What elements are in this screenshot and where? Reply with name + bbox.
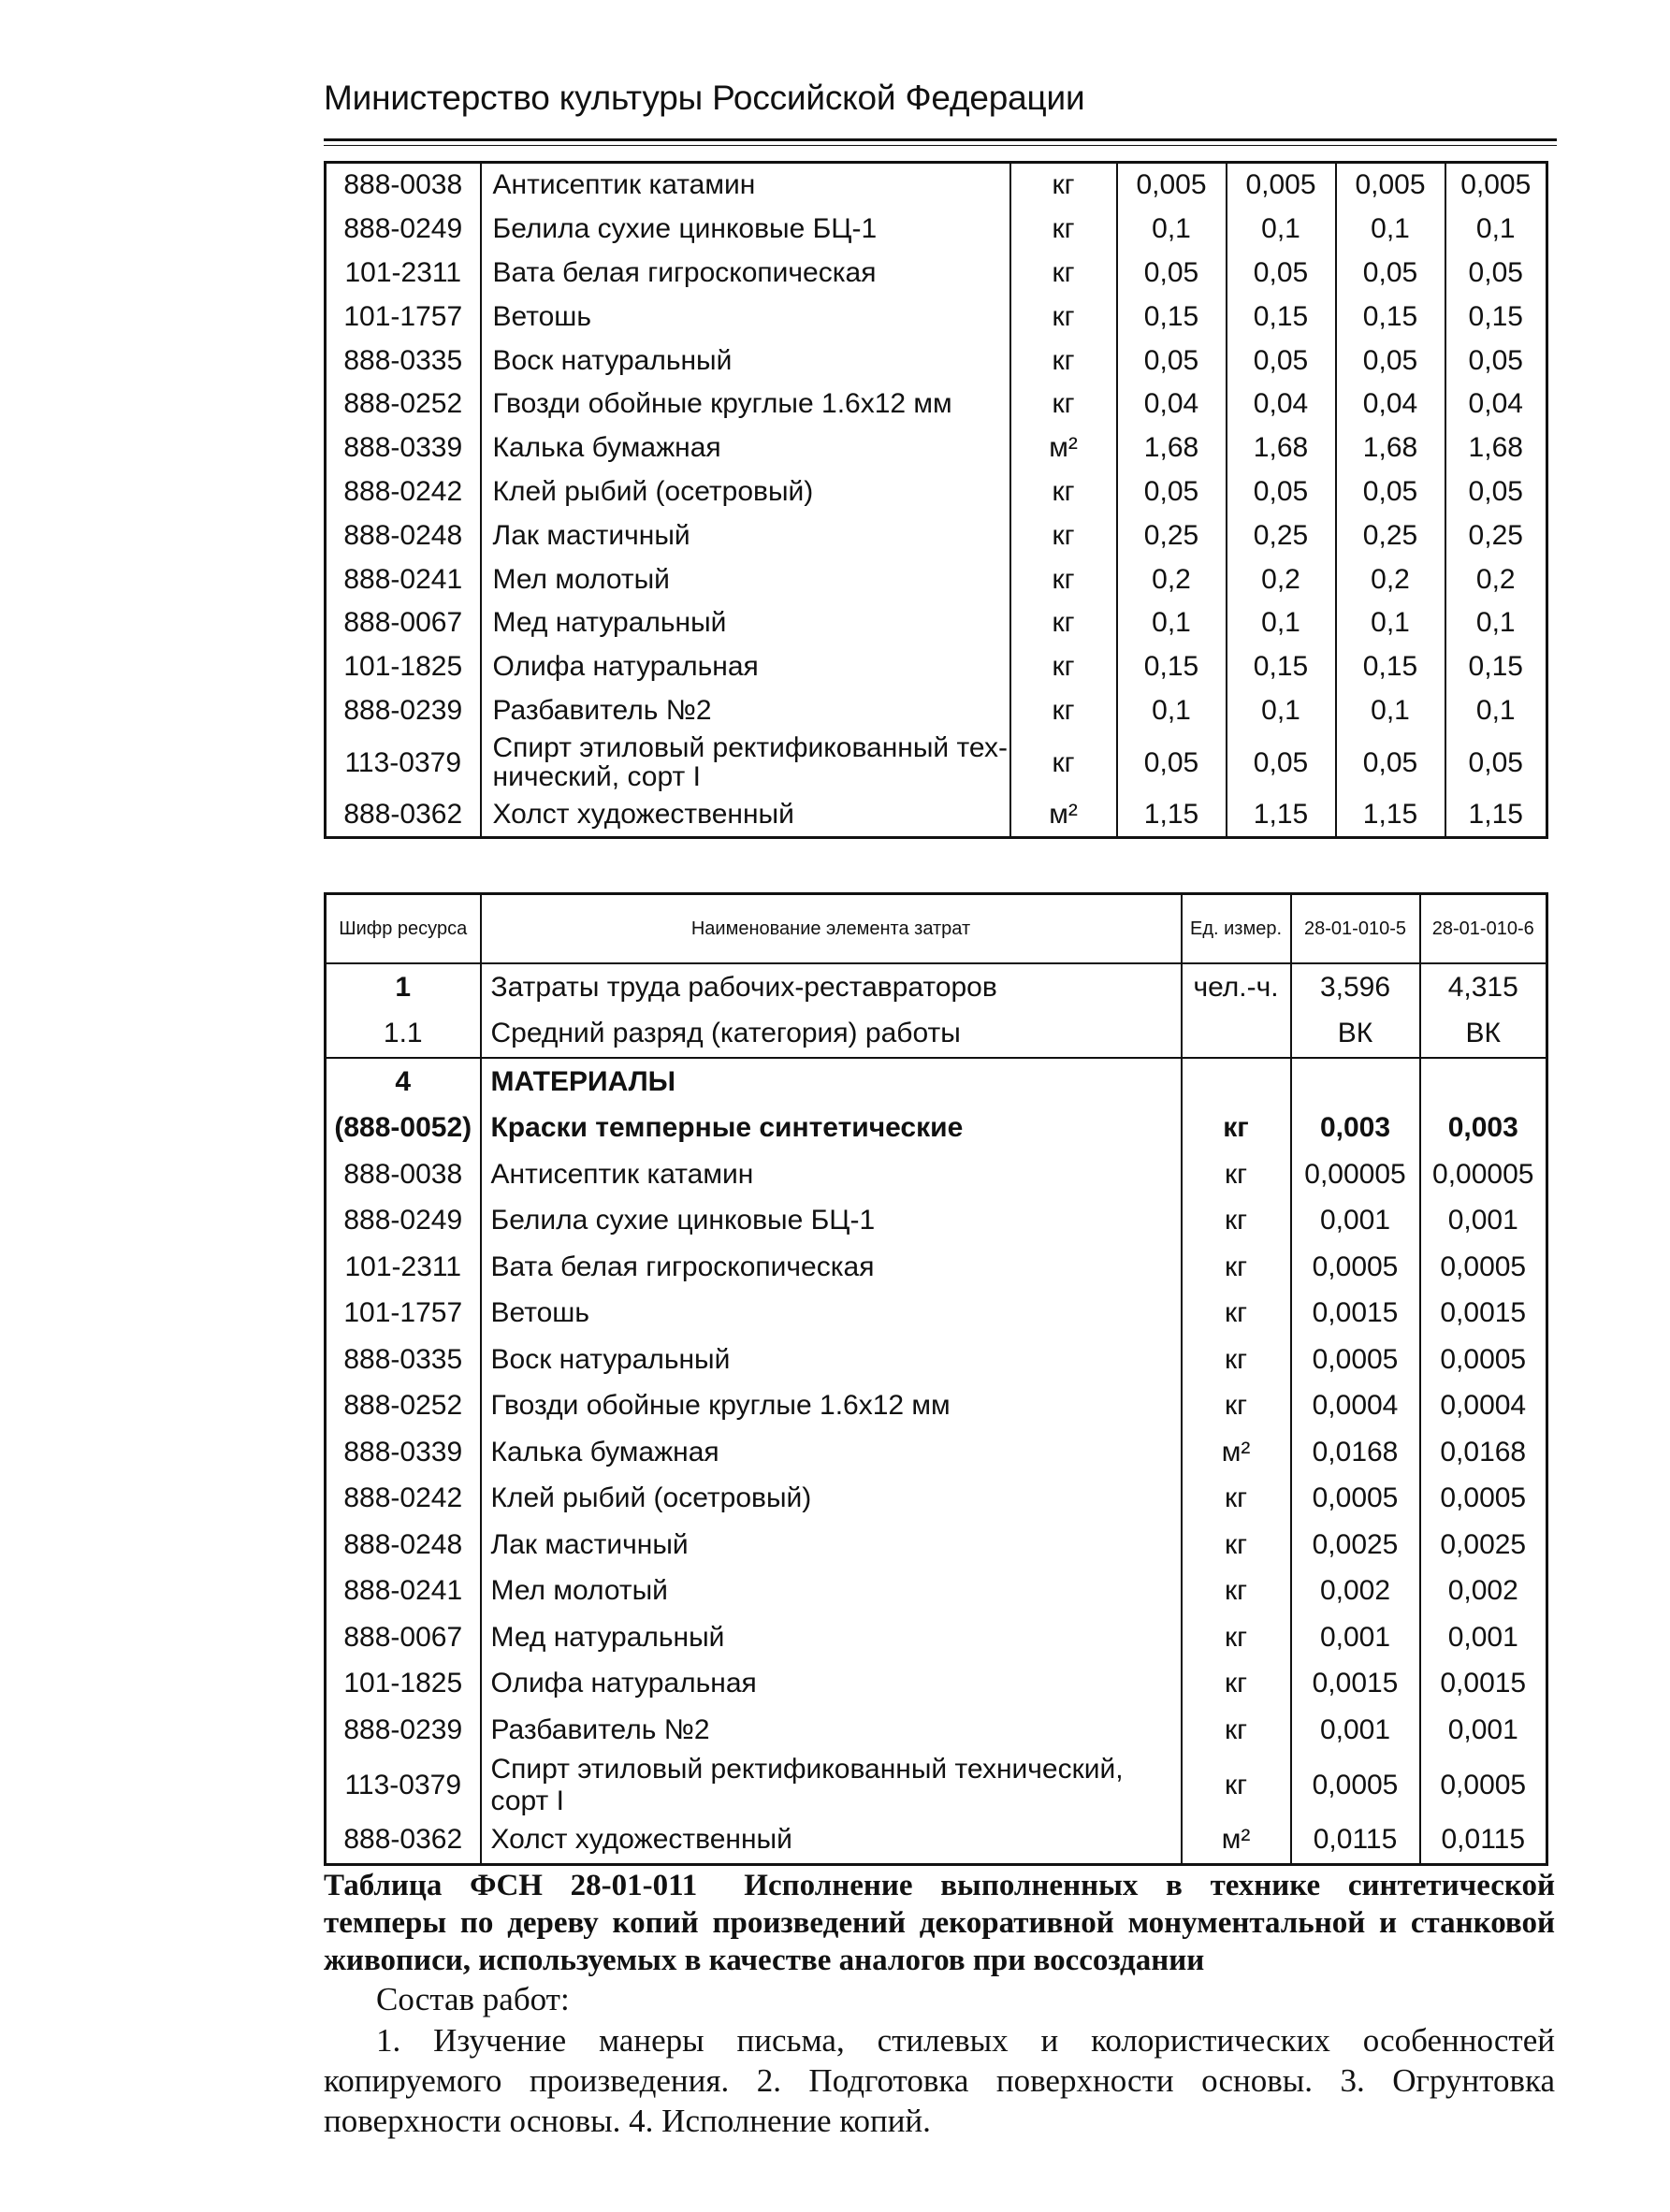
value-cell: 0,1 [1475,607,1516,639]
value-cell: 0,0005 [1291,1244,1420,1291]
unit-cell: м² [1010,792,1117,837]
unit-cell: м² [1182,1429,1291,1476]
resource-name: Разбавитель №2 [481,1707,1182,1754]
value-cell: 0,005 [1336,163,1445,208]
resource-code: 888-0252 [326,383,481,426]
resource-name: Лак мастичный [481,1522,1182,1569]
resource-code: 101-1825 [326,1661,481,1708]
resource-name: Мел молотый [481,1569,1182,1615]
value-cell: 1,68 [1336,426,1445,470]
resource-code: 888-0067 [326,601,481,645]
value-cell: 0,0015 [1291,1291,1420,1337]
resource-name: Лак мастичный [481,513,1010,557]
resource-code: 101-1757 [326,295,481,339]
table-row [326,295,1547,339]
value-cell: 0,15 [1336,645,1445,689]
value-cell: 0,0005 [1440,1251,1527,1282]
unit-cell: кг [1182,1151,1291,1198]
table-row [326,383,1547,426]
works-title: Состав работ: [376,1981,570,2017]
value-cell [1291,1058,1420,1106]
resource-name: Ветошь [481,1291,1182,1337]
table-row [326,792,1547,837]
value-cell: 0,05 [1468,344,1523,376]
unit-cell: кг [1182,1106,1291,1152]
resource-name: Вата белая гигроскопическая [481,1244,1182,1291]
value-cell: 0,0115 [1441,1824,1526,1856]
unit-cell: кг [1182,1754,1291,1817]
value-cell: 0,2 [1227,557,1336,601]
header-code: Шифр ресурса [326,894,481,964]
value-cell: 0,0025 [1440,1528,1527,1560]
resource-name: Антисептик катамин [481,1151,1182,1198]
unit-cell: кг [1182,1476,1291,1523]
resource-code: 101-1825 [326,645,481,689]
resource-code: 888-0067 [326,1614,481,1661]
value-cell: 0,25 [1117,513,1227,557]
value-cell: 0,0015 [1440,1668,1527,1699]
table-row [326,732,1547,792]
table-row [326,963,1547,1011]
resource-code: 888-0339 [326,1429,481,1476]
value-cell: 0,15 [1468,300,1523,332]
resource-code: 888-0248 [326,513,481,557]
unit-cell: кг [1010,383,1117,426]
resource-name: Калька бумажная [481,1429,1182,1476]
table-row [326,208,1547,252]
unit-cell: кг [1182,1291,1291,1337]
resource-name: Ветошь [481,295,1010,339]
value-cell: 0,05 [1336,339,1445,383]
resource-name: Калька бумажная [481,426,1010,470]
value-cell: 0,0004 [1291,1383,1420,1430]
unit-cell: кг [1182,1614,1291,1661]
value-cell: 0,002 [1291,1569,1420,1615]
table-row [326,557,1547,601]
resource-code: 1 [326,963,481,1011]
value-cell: ВК [1291,1011,1420,1059]
resource-name: Олифа натуральная [481,1661,1182,1708]
table-row [326,426,1547,470]
value-cell: 1,15 [1227,792,1336,837]
resource-name: Затраты труда рабочих-реставраторов [481,963,1182,1011]
value-cell: 0,0025 [1291,1522,1420,1569]
resource-name: Спирт этиловый ректификованный тех-нический, сорт I [481,732,1010,792]
table-row [326,1151,1547,1198]
table-row [326,1337,1547,1383]
value-cell: 0,05 [1227,470,1336,514]
table-row [326,601,1547,645]
value-cell: 0,1 [1336,208,1445,252]
resource-code: 888-0335 [326,339,481,383]
resource-name: МАТЕРИАЛЫ [481,1058,1182,1106]
table-row [326,513,1547,557]
value-cell: 1,68 [1117,426,1227,470]
value-cell: 0,2 [1117,557,1227,601]
table-row [326,252,1547,296]
value-cell: 0,04 [1117,383,1227,426]
unit-cell: кг [1182,1661,1291,1708]
unit-cell: кг [1010,645,1117,689]
resource-code: 888-0241 [326,1569,481,1615]
unit-cell: кг [1010,339,1117,383]
value-cell: 0,1 [1117,208,1227,252]
value-cell: 0,0005 [1440,1343,1527,1375]
header-col-28-01-010-5: 28-01-010-5 [1291,894,1420,964]
resource-code: (888-0052) [326,1106,481,1152]
value-cell: 0,04 [1336,383,1445,426]
value-cell: 0,00005 [1432,1158,1534,1190]
resource-code: 888-0249 [326,208,481,252]
unit-cell: кг [1010,163,1117,208]
value-cell [1420,1058,1547,1106]
resource-code: 101-2311 [326,252,481,296]
value-cell: 0,04 [1468,388,1523,420]
resource-name: Клей рыбий (осетровый) [481,470,1010,514]
value-cell: 4,315 [1447,971,1518,1003]
value-cell: 0,05 [1117,470,1227,514]
resource-code: 888-0362 [326,1817,481,1865]
value-cell: 0,0005 [1291,1337,1420,1383]
table-row [326,1661,1547,1708]
table-row [326,1522,1547,1569]
resource-code: 888-0252 [326,1383,481,1430]
value-cell: 0,005 [1117,163,1227,208]
resource-name: Мед натуральный [481,601,1010,645]
unit-cell: м² [1010,426,1117,470]
table-row [326,1429,1547,1476]
value-cell: 0,05 [1227,732,1336,792]
value-cell: 0,05 [1336,732,1445,792]
table-row [326,1476,1547,1523]
unit-cell: кг [1010,689,1117,733]
value-cell: 0,05 [1117,339,1227,383]
table-row [326,1569,1547,1615]
value-cell: 1,68 [1468,432,1523,464]
value-cell: 0,003 [1447,1112,1518,1144]
value-cell: 1,15 [1336,792,1445,837]
value-cell: 0,0168 [1291,1429,1420,1476]
value-cell: 0,1 [1336,601,1445,645]
header-col-28-01-010-6: 28-01-010-6 [1420,894,1547,964]
unit-cell: кг [1182,1244,1291,1291]
value-cell: 0,15 [1227,295,1336,339]
resource-code: 888-0038 [326,1151,481,1198]
value-cell: 0,005 [1227,163,1336,208]
value-cell: 0,0005 [1440,1769,1527,1800]
value-cell: 0,0005 [1291,1754,1420,1817]
value-cell: 0,2 [1475,563,1516,595]
value-cell: 0,001 [1447,1205,1518,1236]
resource-name: Краски темперные синтетические [481,1106,1182,1152]
table-row [326,1614,1547,1661]
resource-code: 888-0239 [326,689,481,733]
table-row [326,1707,1547,1754]
value-cell: 0,05 [1117,732,1227,792]
value-cell: 0,0115 [1291,1817,1420,1865]
unit-cell: кг [1010,557,1117,601]
resource-code: 888-0362 [326,792,481,837]
value-cell: 0,1 [1227,208,1336,252]
value-cell: 0,25 [1336,513,1445,557]
unit-cell: кг [1010,732,1117,792]
resource-name: Олифа натуральная [481,645,1010,689]
unit-cell: кг [1010,252,1117,296]
resource-code: 888-0242 [326,470,481,514]
value-cell: 0,25 [1468,519,1523,551]
unit-cell: кг [1010,470,1117,514]
unit-cell: кг [1182,1383,1291,1430]
table-row [326,1383,1547,1430]
resource-name: Разбавитель №2 [481,689,1010,733]
value-cell: 0,05 [1468,475,1523,507]
table-row [326,1011,1547,1059]
value-cell: 0,001 [1291,1707,1420,1754]
resource-name: Холст художественный [481,792,1010,837]
table-caption [324,1867,1555,1979]
value-cell: 1,15 [1117,792,1227,837]
resource-table [324,892,1548,1866]
unit-cell: кг [1010,601,1117,645]
value-cell: 0,04 [1227,383,1336,426]
resource-code: 101-2311 [326,1244,481,1291]
table-row [326,1198,1547,1245]
table-row [326,1291,1547,1337]
table-caption-label: Таблица ФСН 28-01-011 [324,1869,698,1902]
table-header-row [326,894,1547,964]
table-row [326,470,1547,514]
resource-name: Белила сухие цинковые БЦ-1 [481,208,1010,252]
resource-name: Клей рыбий (осетровый) [481,1476,1182,1523]
materials-table-continued [324,161,1548,839]
resource-code: 4 [326,1058,481,1106]
value-cell: 0,001 [1291,1614,1420,1661]
value-cell: 0,05 [1227,252,1336,296]
table-row [326,645,1547,689]
resource-code: 888-0248 [326,1522,481,1569]
table-row [326,339,1547,383]
value-cell: 0,1 [1475,694,1516,726]
resource-code: 888-0239 [326,1707,481,1754]
table-caption-text: Исполнение выполненных в технике синтетической темперы по дереву копий произведений декоративной монументальной и станковой живописи, используемых в качестве аналогов при воссоздании [324,1869,1555,1977]
value-cell: 0,1 [1117,689,1227,733]
header-rule [324,138,1557,146]
value-cell: 0,1 [1336,689,1445,733]
unit-cell: кг [1182,1569,1291,1615]
table-row [326,1058,1547,1106]
unit-cell: кг [1010,513,1117,557]
unit-cell: кг [1182,1337,1291,1383]
value-cell: 0,1 [1227,601,1336,645]
value-cell: 0,2 [1336,557,1445,601]
table-row [326,1106,1547,1152]
unit-cell [1182,1011,1291,1059]
value-cell: 0,1 [1475,213,1516,245]
unit-cell: кг [1010,295,1117,339]
page-header-title: Министерство культуры Российской Федерации [324,79,1085,117]
header-unit: Ед. измер. [1182,894,1291,964]
value-cell: 0,1 [1227,689,1336,733]
value-cell: 0,15 [1336,295,1445,339]
resource-name: Холст художественный [481,1817,1182,1865]
value-cell: 0,25 [1227,513,1336,557]
value-cell: 1,15 [1468,798,1523,830]
table-row [326,1817,1547,1865]
value-cell: 0,05 [1336,470,1445,514]
value-cell: 0,0015 [1440,1297,1527,1329]
value-cell: 0,05 [1117,252,1227,296]
value-cell: 0,1 [1117,601,1227,645]
resource-code: 113-0379 [326,732,481,792]
table-row [326,689,1547,733]
unit-cell [1182,1058,1291,1106]
value-cell: 0,15 [1227,645,1336,689]
value-cell: ВК [1420,1011,1547,1059]
resource-code: 888-0339 [326,426,481,470]
resource-code: 888-0335 [326,1337,481,1383]
unit-cell: чел.-ч. [1182,963,1291,1011]
resource-name: Спирт этиловый ректификованный технический, сорт I [481,1754,1182,1817]
resource-code: 888-0038 [326,163,481,208]
value-cell: 0,05 [1468,746,1523,778]
resource-name: Воск натуральный [481,1337,1182,1383]
value-cell: 0,003 [1291,1106,1420,1152]
value-cell: 0,0015 [1291,1661,1420,1708]
value-cell: 0,002 [1447,1575,1518,1607]
resource-name: Белила сухие цинковые БЦ-1 [481,1198,1182,1245]
resource-name: Антисептик катамин [481,163,1010,208]
works-text: 1. Изучение манеры письма, стилевых и колористических особенностей копируемого произведения. 2. Подготовка поверхности основы. 3. Огрунтовка поверхности основы. 4. Исполнение копий. [324,2022,1555,2139]
resource-name: Воск натуральный [481,339,1010,383]
resource-name: Вата белая гигроскопическая [481,252,1010,296]
resource-name: Мед натуральный [481,1614,1182,1661]
value-cell: 0,001 [1447,1621,1518,1653]
header-name: Наименование элемента затрат [481,894,1182,964]
resource-code: 888-0242 [326,1476,481,1523]
resource-code: 1.1 [326,1011,481,1059]
value-cell: 0,0004 [1440,1390,1527,1422]
unit-cell: кг [1182,1707,1291,1754]
value-cell: 0,15 [1117,295,1227,339]
table-row [326,1754,1547,1817]
unit-cell: м² [1182,1817,1291,1865]
value-cell: 0,05 [1468,256,1523,288]
table-row [326,163,1547,208]
resource-name: Средний разряд (категория) работы [481,1011,1182,1059]
value-cell: 0,001 [1447,1713,1518,1745]
resource-code: 888-0249 [326,1198,481,1245]
value-cell: 0,05 [1227,339,1336,383]
value-cell: 0,0005 [1440,1482,1527,1514]
value-cell: 0,15 [1468,651,1523,683]
unit-cell: кг [1010,208,1117,252]
value-cell: 0,00005 [1291,1151,1420,1198]
value-cell: 3,596 [1291,963,1420,1011]
resource-name: Гвозди обойные круглые 1.6х12 мм [481,383,1010,426]
value-cell: 0,15 [1117,645,1227,689]
resource-name: Гвозди обойные круглые 1.6х12 мм [481,1383,1182,1430]
resource-code: 888-0241 [326,557,481,601]
value-cell: 0,05 [1336,252,1445,296]
table-row [326,1244,1547,1291]
resource-code: 113-0379 [326,1754,481,1817]
unit-cell: кг [1182,1198,1291,1245]
value-cell: 0,0005 [1291,1476,1420,1523]
resource-code: 101-1757 [326,1291,481,1337]
value-cell: 0,001 [1291,1198,1420,1245]
unit-cell: кг [1182,1522,1291,1569]
value-cell: 0,0168 [1440,1436,1527,1467]
value-cell: 1,68 [1227,426,1336,470]
value-cell: 0,005 [1460,169,1532,201]
resource-name: Мел молотый [481,557,1010,601]
